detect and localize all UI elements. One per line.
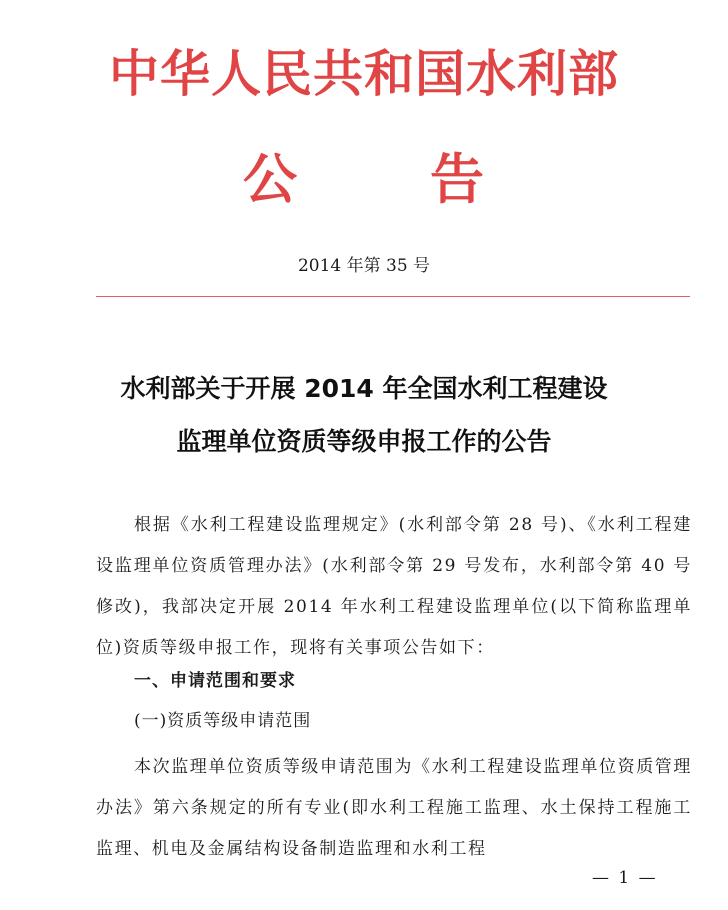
document-title-line-2: 监理单位资质等级申报工作的公告 (176, 427, 552, 456)
subsection-paragraph: 本次监理单位资质等级申请范围为《水利工程建设监理单位资质管理办法》第六条规定的所有专业(即水利工程施工监理、水土保持工程施工监理、机电及金属结构设备制造监理和水利工程 (96, 757, 692, 859)
intro-paragraph: 根据《水利工程建设监理规定》(水利部令第 28 号)、《水利工程建设监理单位资质管理办法》(水利部令第 29 号发布，水利部令第 40 号修改)，我部决定开展 2014 年水利工程建设监理单位(以下简称监理单位)资质等级申报工作，现将有关事项公告如下： (96, 515, 692, 658)
page-number: — 1 — (592, 868, 658, 888)
section-heading: 一、申请范围和要求 (134, 671, 296, 691)
issuing-authority: 中华人民共和国水利部 (109, 45, 619, 103)
document-type-char-right: 告 (430, 148, 484, 211)
subsection-heading: (一)资质等级申请范围 (134, 711, 312, 731)
document-type-char-left: 公 (243, 148, 297, 211)
document-number: 2014 年第 35 号 (297, 256, 431, 276)
document-title-line-1: 水利部关于开展 2014 年全国水利工程建设 (120, 374, 608, 403)
red-divider (96, 296, 690, 297)
document-type (0, 148, 728, 212)
